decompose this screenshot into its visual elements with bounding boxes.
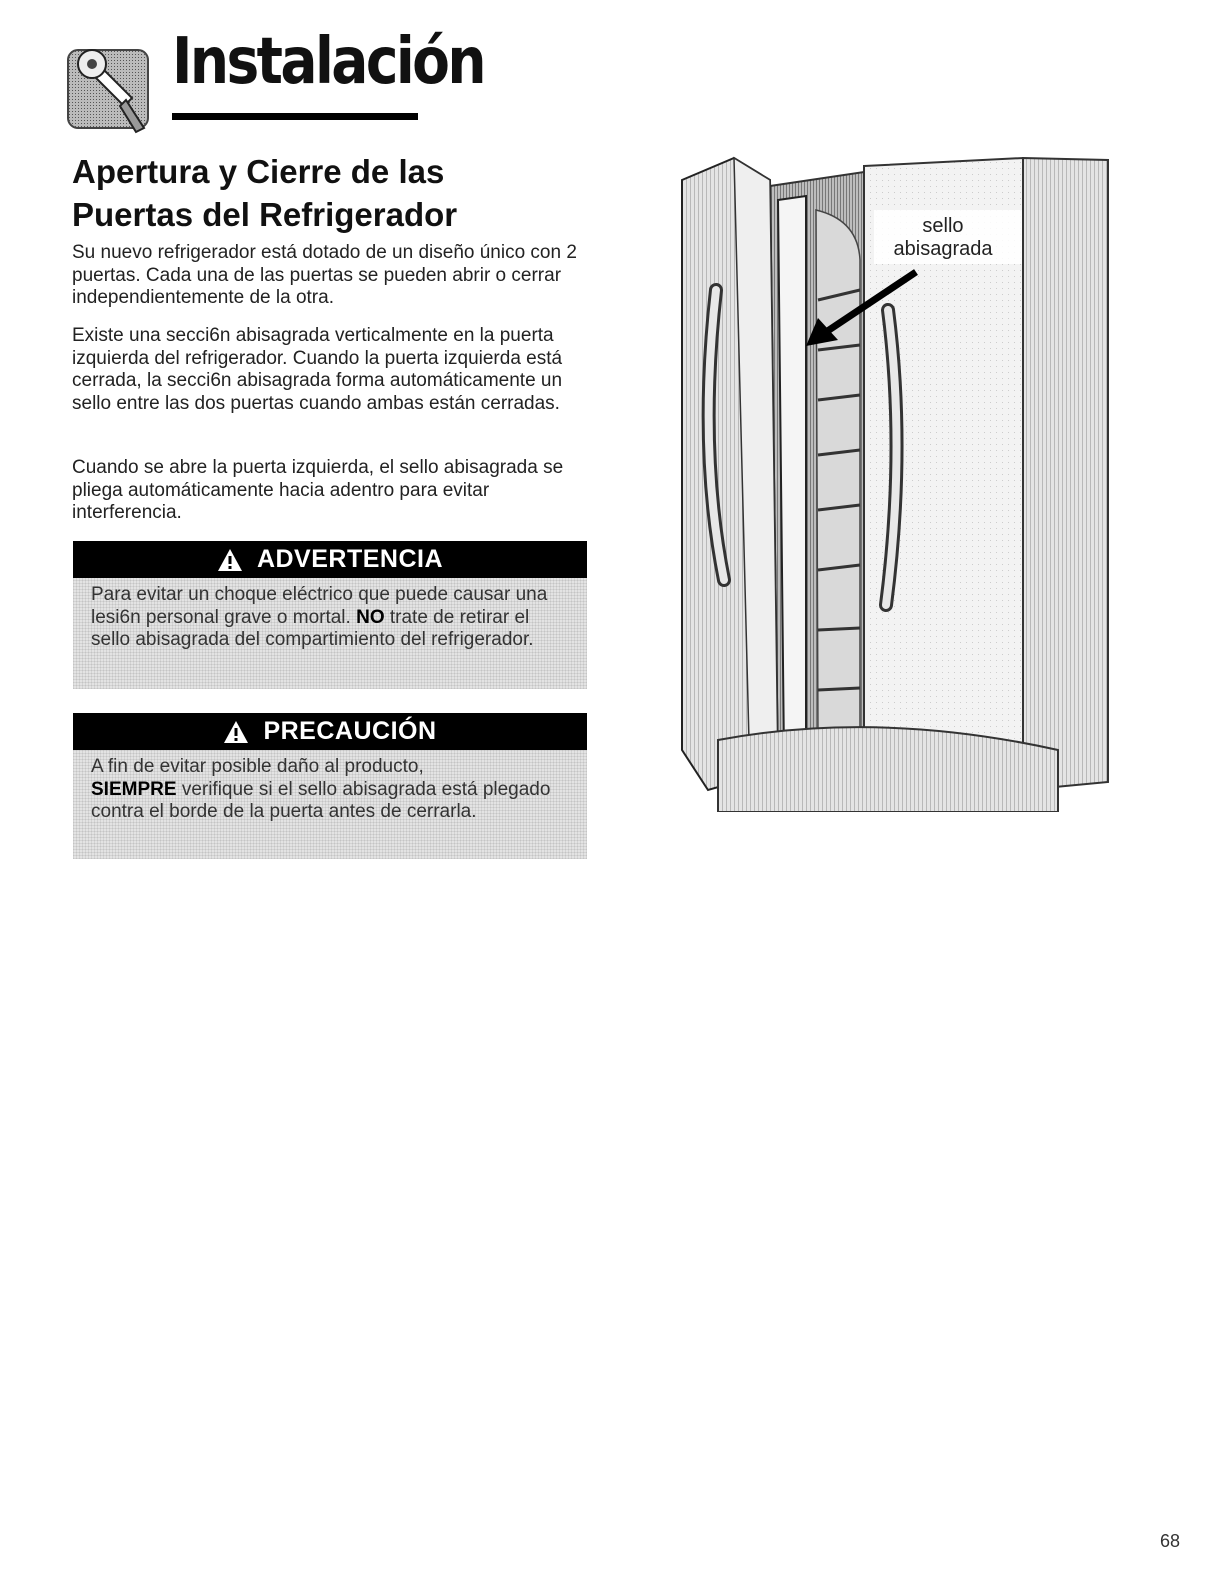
- paragraph-hinged-section: Existe una secci6n abisagrada verticalmente en la puerta izquierda del refrigerador. Cuando la puerta izquierda está cerrada, la secci6n abisagrada forma automáticamente un sello entre las dos puertas cuando ambas están cerradas.: [72, 325, 563, 414]
- page-header-title: Instalación: [172, 25, 484, 99]
- wrench-icon: [66, 42, 152, 134]
- warning-text: Para evitar un choque eléctrico que puede causar una lesi6n personal grave o mortal. NO trate de retirar el sello abisagrada del compartimiento del refrigerador.: [73, 578, 587, 689]
- caution-box: [73, 713, 587, 859]
- warning-box: [73, 541, 587, 689]
- page-number: 68: [1159, 1531, 1180, 1551]
- caution-label: PRECAUCIÓN: [263, 717, 437, 745]
- header-underline: [172, 113, 418, 120]
- paragraph-seal-fold: Cuando se abre la puerta izquierda, el sello abisagrada se pliega automáticamente hacia adentro para evitar interferencia.: [72, 457, 564, 523]
- section-title-line1: Apertura y Cierre de las: [72, 153, 445, 190]
- warning-triangle-icon: [223, 720, 249, 744]
- caution-text: A fin de evitar posible daño al producto, SIEMPRE verifique si el sello abisagrada está plegado contra el borde de la puerta antes de cerrarla.: [73, 750, 587, 859]
- caution-header: [73, 713, 587, 750]
- warning-emphasis: NO: [356, 606, 385, 628]
- section-title: [72, 150, 632, 236]
- paragraph-design: Su nuevo refrigerador está dotado de un diseño único con 2 puertas. Cada una de las puertas se pueden abrir o cerrar independientemente de la otra.: [72, 242, 577, 308]
- seal-callout-label: sello abisagrada: [893, 215, 993, 260]
- warning-header: [73, 541, 587, 578]
- section-title-line2: Puertas del Refrigerador: [72, 196, 458, 233]
- caution-emphasis: SIEMPRE: [91, 778, 177, 800]
- warning-triangle-icon: [217, 548, 243, 572]
- warning-label: ADVERTENCIA: [256, 545, 444, 573]
